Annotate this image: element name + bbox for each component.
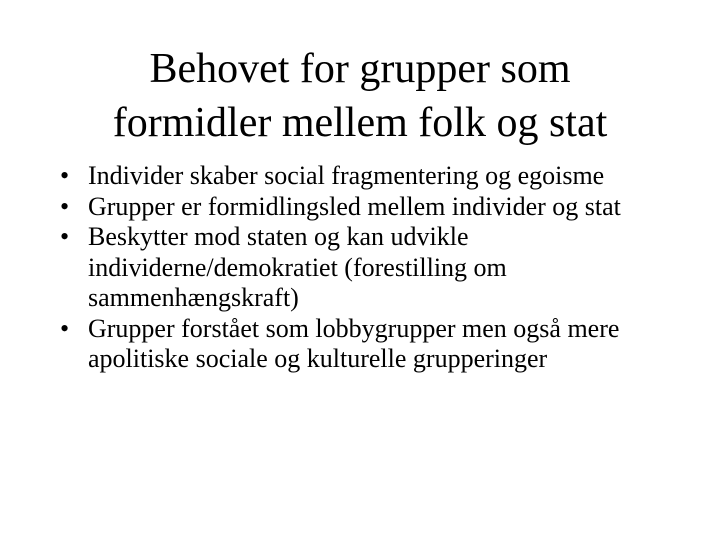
- bullet-glyph: •: [60, 191, 70, 221]
- slide-title-line-1: Behovet for grupper som: [149, 46, 571, 92]
- bullet-text: Individer skaber social fragmentering og egoisme: [88, 161, 605, 190]
- bullet-text: Grupper er formidlingsled mellem individer og stat: [88, 191, 621, 221]
- bullet-text: Grupper forstået som lobbygrupper men også mere apolitiske sociale og kulturelle grupperinger: [88, 313, 620, 373]
- slide-title-line-2: formidler mellem folk og stat: [112, 100, 608, 146]
- bullet-item-1: [60, 161, 680, 192]
- bullet-glyph: •: [60, 313, 70, 343]
- bullet-list: [60, 161, 680, 375]
- bullet-item-3: [60, 222, 680, 314]
- bullet-glyph: •: [60, 222, 70, 251]
- bullet-item-2: [60, 192, 680, 223]
- bullet-text: Beskytter mod staten og kan udvikle individerne/demokratiet (forestilling om sammenhængskraft): [88, 222, 507, 312]
- bullet-item-4: [60, 314, 680, 375]
- bullet-glyph: •: [60, 161, 70, 190]
- slide-title: [60, 42, 660, 150]
